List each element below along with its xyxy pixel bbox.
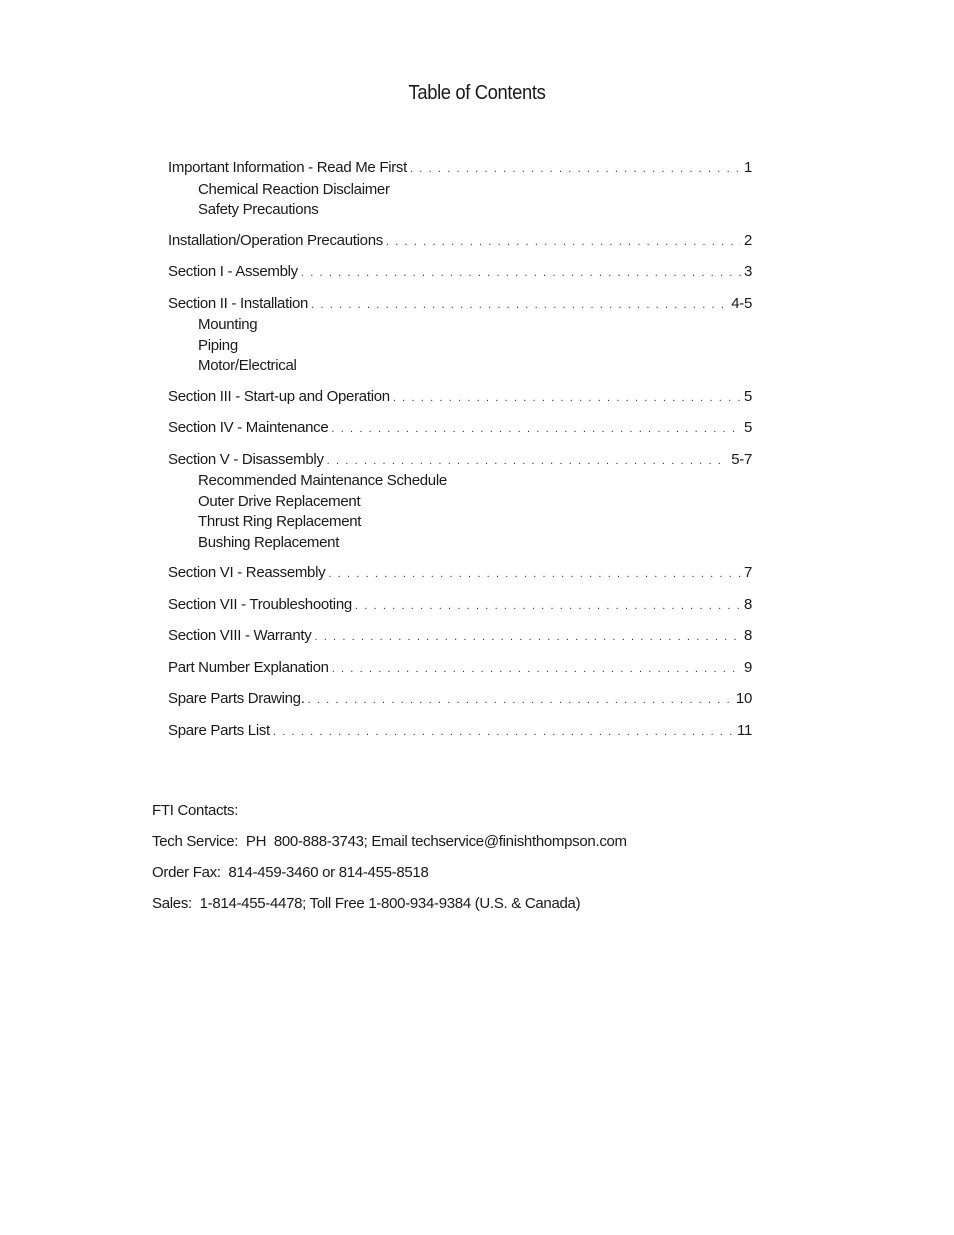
toc-subsection: Safety Precautions — [198, 201, 319, 218]
toc-entry-title: Section IV - Maintenance — [168, 419, 329, 436]
page-title: Table of Contents — [408, 82, 546, 104]
toc-entry-title: Important Information - Read Me First — [168, 159, 407, 176]
toc-entry-title: Spare Parts Drawing. — [168, 690, 305, 707]
toc-line — [168, 387, 752, 409]
toc-entry — [168, 689, 768, 711]
toc-subsection: Recommended Maintenance Schedule — [198, 472, 447, 489]
toc-entry-title: Section II - Installation — [168, 294, 309, 312]
contacts-heading: FTI Contacts: — [152, 802, 239, 819]
toc-dot-leader — [393, 387, 741, 409]
toc-dot-leader — [410, 158, 741, 180]
toc-page-number: 5-7 — [731, 450, 752, 468]
toc-page-number: 1 — [743, 159, 752, 176]
contacts-block — [152, 801, 852, 925]
toc-line — [168, 658, 752, 680]
toc-subsection-list — [168, 315, 768, 377]
toc-dot-leader — [386, 231, 741, 253]
toc-subsection: Outer Drive Replacement — [198, 492, 361, 510]
toc-entry — [168, 626, 768, 648]
toc-entry — [168, 231, 768, 253]
toc-page-number: 3 — [743, 263, 752, 280]
toc-line — [168, 721, 752, 743]
toc-subsection: Bushing Replacement — [198, 533, 340, 551]
toc-line — [168, 418, 752, 440]
contact-sales: Sales: 1-814-455-4478; Toll Free 1-800-934-9384 (U.S. & Canada) — [152, 895, 581, 912]
toc-page-number: 5 — [743, 387, 752, 405]
toc-subsection-list — [168, 180, 768, 221]
toc-dot-leader — [332, 658, 741, 680]
toc-entry-title: Section VII - Troubleshooting — [168, 595, 352, 613]
toc-subsection: Chemical Reaction Disclaimer — [198, 180, 390, 198]
toc-subsection: Mounting — [198, 316, 258, 333]
toc-dot-leader — [355, 595, 741, 617]
toc-dot-leader — [301, 262, 741, 284]
toc-entry — [168, 450, 768, 554]
toc-page-number: 8 — [743, 627, 752, 644]
toc-entry — [168, 658, 768, 680]
toc-entry-title: Section I - Assembly — [168, 263, 298, 280]
toc-line — [168, 231, 752, 253]
toc-entry — [168, 595, 768, 617]
toc-entry-title: Section VI - Reassembly — [168, 564, 326, 581]
toc-entry-title: Spare Parts List — [168, 721, 270, 739]
toc-entry — [168, 158, 768, 221]
toc-entry-title: Part Number Explanation — [168, 658, 329, 676]
table-of-contents — [168, 158, 768, 752]
toc-line — [168, 158, 752, 180]
toc-line — [168, 262, 752, 284]
toc-subsection: Piping — [198, 336, 238, 354]
toc-entry — [168, 294, 768, 377]
toc-page-number: 9 — [743, 658, 752, 676]
toc-dot-leader — [331, 418, 741, 440]
toc-entry — [168, 418, 768, 440]
toc-entry — [168, 563, 768, 585]
toc-entry — [168, 262, 768, 284]
toc-line — [168, 626, 752, 648]
toc-subsection-list — [168, 471, 768, 553]
toc-dot-leader — [327, 450, 729, 472]
toc-page-number: 10 — [735, 690, 752, 707]
toc-line — [168, 689, 752, 711]
toc-page-number: 4-5 — [731, 294, 752, 312]
toc-entry — [168, 721, 768, 743]
toc-dot-leader — [311, 294, 728, 316]
toc-line — [168, 450, 752, 472]
toc-entry-title: Section V - Disassembly — [168, 450, 324, 468]
toc-page-number: 8 — [743, 595, 752, 613]
toc-dot-leader — [273, 721, 734, 743]
toc-page-number: 5 — [743, 419, 752, 436]
toc-entry — [168, 387, 768, 409]
toc-line — [168, 563, 752, 585]
toc-dot-leader — [314, 626, 741, 648]
contact-order-fax: Order Fax: 814-459-3460 or 814-455-8518 — [152, 864, 429, 881]
toc-subsection: Thrust Ring Replacement — [198, 513, 362, 530]
toc-subsection: Motor/Electrical — [198, 357, 297, 374]
toc-line — [168, 595, 752, 617]
toc-dot-leader — [328, 563, 741, 585]
toc-entry-title: Installation/Operation Precautions — [168, 231, 383, 249]
toc-page-number: 2 — [743, 231, 752, 249]
toc-line — [168, 294, 752, 316]
toc-dot-leader — [308, 689, 733, 711]
toc-entry-title: Section III - Start-up and Operation — [168, 387, 390, 405]
toc-entry-title: Section VIII - Warranty — [168, 627, 312, 644]
contact-tech-service: Tech Service: PH 800-888-3743; Email techservice@finishthompson.com — [152, 833, 627, 850]
toc-page-number: 11 — [737, 721, 752, 739]
toc-page-number: 7 — [743, 564, 752, 581]
